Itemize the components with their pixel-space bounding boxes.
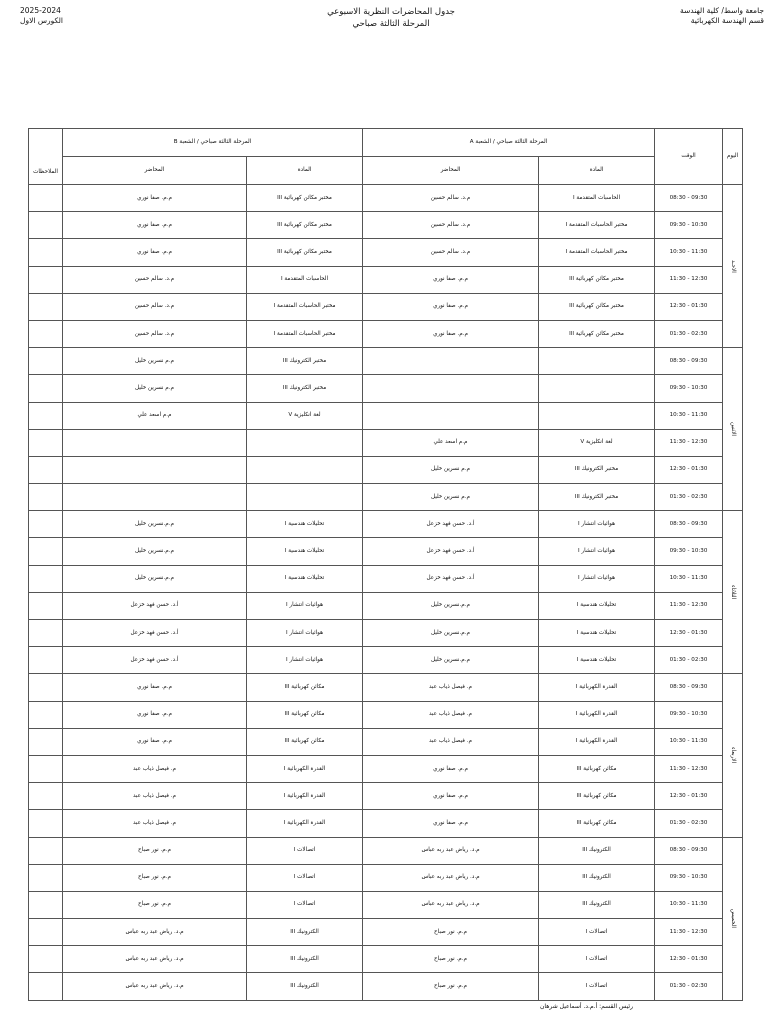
- section-b-subject: مختبر مكائن كهربائية III: [247, 239, 363, 266]
- section-a-lecturer: م.د. سالم حسين: [363, 239, 539, 266]
- section-b-lecturer: م.م نسرين خليل: [63, 375, 247, 402]
- table-row: [29, 320, 743, 347]
- section-b-subject: تحليلات هندسية I: [247, 538, 363, 565]
- notes-cell: [29, 375, 63, 402]
- table-row: [29, 375, 743, 402]
- section-a-lecturer: م.د. رياض عبد ربه عباس: [363, 864, 539, 891]
- section-b-subject: مختبر الحاسبات المتقدمة I: [247, 320, 363, 347]
- section-b-lecturer: أ.د. حسن فهد خزعل: [63, 592, 247, 619]
- section-b-lecturer: م.م. نور صباح: [63, 864, 247, 891]
- section-a-lecturer: م.د. سالم حسين: [363, 185, 539, 212]
- department-name: قسم الهندسة الكهربائية: [690, 16, 764, 25]
- section-a-subject: مختبر الحاسبات المتقدمة I: [539, 239, 655, 266]
- section-a-subject: هوائيات انتشار I: [539, 511, 655, 538]
- notes-cell: [29, 565, 63, 592]
- section-a-lecturer: م. فيصل ذياب عبد: [363, 701, 539, 728]
- notes-cell: [29, 239, 63, 266]
- table-row: [29, 185, 743, 212]
- section-b-header: المرحلة الثالثة صباحي / الشعبة B: [63, 129, 363, 157]
- semester-label: الكورس الاول: [20, 16, 63, 25]
- section-b-subject: مكائن كهربائية III: [247, 701, 363, 728]
- section-b-subject: [247, 484, 363, 511]
- section-a-subject: تحليلات هندسية I: [539, 647, 655, 674]
- notes-column-header: الملاحظات: [29, 129, 63, 185]
- notes-cell: [29, 946, 63, 973]
- section-a-subject: مختبر مكائن كهربائية III: [539, 293, 655, 320]
- slot-time: 09:30 - 10:30: [655, 375, 723, 402]
- notes-cell: [29, 348, 63, 375]
- section-b-subject: [247, 456, 363, 483]
- section-a-lecturer: م.م.نسرين خليل: [363, 647, 539, 674]
- section-a-lecturer: م.م. نور صباح: [363, 919, 539, 946]
- section-b-lecturer: م.د. رياض عبد ربه عباس: [63, 973, 247, 1000]
- section-a-lecturer: م. فيصل ذياب عبد: [363, 728, 539, 755]
- section-a-subject: [539, 348, 655, 375]
- section-b-lecturer: م. فيصل ذياب عبد: [63, 810, 247, 837]
- notes-cell: [29, 484, 63, 511]
- section-a-lecturer: [363, 375, 539, 402]
- table-row: [29, 565, 743, 592]
- table-row: [29, 891, 743, 918]
- section-a-lecturer: [363, 402, 539, 429]
- time-column-header: الوقت: [655, 129, 723, 185]
- section-a-lecturer: م.م. صفا نوري: [363, 293, 539, 320]
- section-a-lecturer: م.م. نور صباح: [363, 973, 539, 1000]
- slot-time: 08:30 - 09:30: [655, 511, 723, 538]
- notes-cell: [29, 592, 63, 619]
- section-a-lecturer: م. فيصل ذياب عبد: [363, 674, 539, 701]
- table-row: [29, 484, 743, 511]
- section-a-lecturer: م.م نسرين خليل: [363, 456, 539, 483]
- table-row: [29, 810, 743, 837]
- slot-time: 09:30 - 10:30: [655, 538, 723, 565]
- table-row: [29, 837, 743, 864]
- section-b-subject: مختبر الكترونيك III: [247, 375, 363, 402]
- section-b-subject: مكائن كهربائية III: [247, 728, 363, 755]
- section-b-subject: القدرة الكهربائية I: [247, 783, 363, 810]
- slot-time: 11:30 - 12:30: [655, 755, 723, 782]
- section-a-subject: القدرة الكهربائية I: [539, 674, 655, 701]
- notes-cell: [29, 783, 63, 810]
- section-b-lecturer: م.م. صفا نوري: [63, 185, 247, 212]
- section-b-subject: هوائيات انتشار I: [247, 647, 363, 674]
- header-term: [20, 6, 63, 26]
- day-column-header: اليوم: [723, 129, 743, 185]
- section-a-subject: الكترونيك III: [539, 864, 655, 891]
- table-row: [29, 239, 743, 266]
- section-b-subject: الكترونيك III: [247, 919, 363, 946]
- section-b-lecturer: م.د. سالم حسين: [63, 266, 247, 293]
- section-a-subject-header: المادة: [539, 157, 655, 185]
- section-a-lecturer: م.م. صفا نوري: [363, 810, 539, 837]
- section-b-lecturer: م.م.نسرين خليل: [63, 511, 247, 538]
- section-b-lecturer: أ.د. حسن فهد خزعل: [63, 647, 247, 674]
- slot-time: 10:30 - 11:30: [655, 891, 723, 918]
- section-b-subject: مختبر مكائن كهربائية III: [247, 185, 363, 212]
- section-b-lecturer: م.م اسعد علي: [63, 402, 247, 429]
- day-name: الاحـد: [723, 185, 743, 348]
- notes-cell: [29, 456, 63, 483]
- university-name: جامعة واسط/ كلية الهندسة: [679, 6, 764, 15]
- section-b-lecturer: م.م. صفا نوري: [63, 674, 247, 701]
- section-b-subject: مكائن كهربائية III: [247, 674, 363, 701]
- notes-cell: [29, 674, 63, 701]
- table-row: [29, 266, 743, 293]
- slot-time: 11:30 - 12:30: [655, 266, 723, 293]
- notes-cell: [29, 212, 63, 239]
- section-b-lecturer: م.م. صفا نوري: [63, 212, 247, 239]
- table-row: [29, 864, 743, 891]
- academic-year: 2025-2024: [20, 6, 61, 15]
- slot-time: 11:30 - 12:30: [655, 429, 723, 456]
- notes-cell: [29, 320, 63, 347]
- section-a-subject: مختبر الحاسبات المتقدمة I: [539, 212, 655, 239]
- section-b-subject: هوائيات انتشار I: [247, 592, 363, 619]
- section-a-lecturer: أ.د. حسن فهد خزعل: [363, 511, 539, 538]
- slot-time: 08:30 - 09:30: [655, 348, 723, 375]
- section-b-lecturer: م.م. نور صباح: [63, 837, 247, 864]
- table-row: [29, 511, 743, 538]
- slot-time: 01:30 - 02:30: [655, 320, 723, 347]
- section-a-subject: القدرة الكهربائية I: [539, 728, 655, 755]
- section-a-subject: الكترونيك III: [539, 891, 655, 918]
- section-b-lecturer: م.د. سالم حسين: [63, 293, 247, 320]
- table-row: [29, 647, 743, 674]
- section-a-subject: لغة انكليزية V: [539, 429, 655, 456]
- table-row: [29, 620, 743, 647]
- slot-time: 01:30 - 02:30: [655, 810, 723, 837]
- section-a-subject: اتصالات I: [539, 919, 655, 946]
- section-a-header: المرحلة الثالثة صباحي / الشعبة A: [363, 129, 655, 157]
- notes-cell: [29, 538, 63, 565]
- section-a-lecturer-header: المحاضر: [363, 157, 539, 185]
- section-b-subject: لغة انكليزية V: [247, 402, 363, 429]
- section-a-subject: [539, 402, 655, 429]
- section-a-lecturer: [363, 348, 539, 375]
- slot-time: 11:30 - 12:30: [655, 592, 723, 619]
- section-b-lecturer: م.م. صفا نوري: [63, 728, 247, 755]
- section-b-lecturer: م.م. صفا نوري: [63, 239, 247, 266]
- section-a-lecturer: م.م نسرين خليل: [363, 484, 539, 511]
- department-head-signature: رئيس القسم: أ.م.د. أسماعيل شرهان: [540, 1003, 633, 1010]
- section-b-lecturer: م. فيصل ذياب عبد: [63, 755, 247, 782]
- day-name: الاربعاء: [723, 674, 743, 837]
- section-b-subject: اتصالات I: [247, 864, 363, 891]
- section-a-subject: هوائيات انتشار I: [539, 565, 655, 592]
- section-b-subject: القدرة الكهربائية I: [247, 810, 363, 837]
- section-a-lecturer: م.م.نسرين خليل: [363, 592, 539, 619]
- section-a-subject: هوائيات انتشار I: [539, 538, 655, 565]
- section-b-subject: تحليلات هندسية I: [247, 511, 363, 538]
- table-row: [29, 919, 743, 946]
- table-row: [29, 348, 743, 375]
- notes-cell: [29, 185, 63, 212]
- section-b-subject: [247, 429, 363, 456]
- section-a-subject: الكترونيك III: [539, 837, 655, 864]
- slot-time: 12:30 - 01:30: [655, 946, 723, 973]
- table-row: [29, 212, 743, 239]
- section-a-subject: تحليلات هندسية I: [539, 620, 655, 647]
- section-a-subject: اتصالات I: [539, 946, 655, 973]
- schedule-table: [28, 128, 743, 1001]
- table-row: [29, 293, 743, 320]
- page-title: جدول المحاضرات النظرية الاسبوعي: [327, 7, 455, 17]
- section-a-subject: القدرة الكهربائية I: [539, 701, 655, 728]
- section-b-subject: الكترونيك III: [247, 973, 363, 1000]
- notes-cell: [29, 620, 63, 647]
- section-b-lecturer: م.م. نور صباح: [63, 891, 247, 918]
- notes-cell: [29, 755, 63, 782]
- notes-cell: [29, 728, 63, 755]
- notes-cell: [29, 864, 63, 891]
- section-b-lecturer: م.م نسرين خليل: [63, 348, 247, 375]
- day-name: الخميس: [723, 837, 743, 1000]
- notes-cell: [29, 837, 63, 864]
- section-b-subject: تحليلات هندسية I: [247, 565, 363, 592]
- table-row: [29, 456, 743, 483]
- section-b-lecturer: م.م.نسرين خليل: [63, 538, 247, 565]
- section-b-subject: اتصالات I: [247, 837, 363, 864]
- section-a-lecturer: أ.د. حسن فهد خزعل: [363, 538, 539, 565]
- slot-time: 12:30 - 01:30: [655, 620, 723, 647]
- section-b-lecturer: م.د. رياض عبد ربه عباس: [63, 946, 247, 973]
- section-b-subject: مختبر الحاسبات المتقدمة I: [247, 293, 363, 320]
- table-row: [29, 701, 743, 728]
- section-b-subject: مختبر مكائن كهربائية III: [247, 212, 363, 239]
- table-row: [29, 429, 743, 456]
- section-a-subject: اتصالات I: [539, 973, 655, 1000]
- section-a-subject: مكائن كهربائية III: [539, 755, 655, 782]
- section-a-lecturer: م.د. رياض عبد ربه عباس: [363, 837, 539, 864]
- table-row: [29, 783, 743, 810]
- section-b-subject: الحاسبات المتقدمة I: [247, 266, 363, 293]
- section-a-subject: مختبر الكترونيك III: [539, 484, 655, 511]
- section-b-lecturer: م.م.نسرين خليل: [63, 565, 247, 592]
- section-a-lecturer: م.د. سالم حسين: [363, 212, 539, 239]
- section-b-lecturer: م. فيصل ذياب عبد: [63, 783, 247, 810]
- slot-time: 09:30 - 10:30: [655, 701, 723, 728]
- notes-cell: [29, 511, 63, 538]
- section-a-lecturer: م.م. صفا نوري: [363, 755, 539, 782]
- section-b-lecturer: أ.د. حسن فهد خزعل: [63, 620, 247, 647]
- table-row: [29, 538, 743, 565]
- section-a-subject: [539, 375, 655, 402]
- section-b-subject: اتصالات I: [247, 891, 363, 918]
- day-name: الثلاثاء: [723, 511, 743, 674]
- section-a-lecturer: م.م. صفا نوري: [363, 783, 539, 810]
- section-b-subject: هوائيات انتشار I: [247, 620, 363, 647]
- table-row: [29, 973, 743, 1000]
- slot-time: 11:30 - 12:30: [655, 919, 723, 946]
- section-a-subject: مختبر الكترونيك III: [539, 456, 655, 483]
- slot-time: 08:30 - 09:30: [655, 185, 723, 212]
- table-row: [29, 592, 743, 619]
- section-a-lecturer: م.م. صفا نوري: [363, 266, 539, 293]
- notes-cell: [29, 919, 63, 946]
- section-b-subject: القدرة الكهربائية I: [247, 755, 363, 782]
- slot-time: 08:30 - 09:30: [655, 837, 723, 864]
- section-b-lecturer: [63, 429, 247, 456]
- slot-time: 12:30 - 01:30: [655, 456, 723, 483]
- slot-time: 09:30 - 10:30: [655, 864, 723, 891]
- slot-time: 08:30 - 09:30: [655, 674, 723, 701]
- section-a-subject: تحليلات هندسية I: [539, 592, 655, 619]
- section-b-subject: الكترونيك III: [247, 946, 363, 973]
- section-a-subject: مكائن كهربائية III: [539, 783, 655, 810]
- section-a-subject: مختبر مكائن كهربائية III: [539, 266, 655, 293]
- table-row: [29, 755, 743, 782]
- slot-time: 10:30 - 11:30: [655, 728, 723, 755]
- notes-cell: [29, 293, 63, 320]
- section-a-subject: مكائن كهربائية III: [539, 810, 655, 837]
- page-subtitle: المرحلة الثالثة صباحي: [352, 19, 430, 29]
- section-a-lecturer: م.م.نسرين خليل: [363, 620, 539, 647]
- notes-cell: [29, 647, 63, 674]
- table-row: [29, 946, 743, 973]
- slot-time: 12:30 - 01:30: [655, 783, 723, 810]
- section-b-lecturer: [63, 484, 247, 511]
- notes-cell: [29, 266, 63, 293]
- notes-cell: [29, 810, 63, 837]
- table-row: [29, 674, 743, 701]
- notes-cell: [29, 973, 63, 1000]
- slot-time: 10:30 - 11:30: [655, 565, 723, 592]
- table-row: [29, 402, 743, 429]
- section-b-lecturer: م.د. رياض عبد ربه عباس: [63, 919, 247, 946]
- section-b-subject-header: المادة: [247, 157, 363, 185]
- section-a-subject: مختبر مكائن كهربائية III: [539, 320, 655, 347]
- section-a-lecturer: م.د. رياض عبد ربه عباس: [363, 891, 539, 918]
- slot-time: 09:30 - 10:30: [655, 212, 723, 239]
- section-b-lecturer: م.د. سالم حسين: [63, 320, 247, 347]
- section-b-lecturer-header: المحاضر: [63, 157, 247, 185]
- slot-time: 10:30 - 11:30: [655, 402, 723, 429]
- day-name: الاثنين: [723, 348, 743, 511]
- notes-cell: [29, 429, 63, 456]
- section-a-lecturer: م.م اسعد علي: [363, 429, 539, 456]
- section-b-lecturer: [63, 456, 247, 483]
- slot-time: 12:30 - 01:30: [655, 293, 723, 320]
- notes-cell: [29, 701, 63, 728]
- section-b-subject: مختبر الكترونيك III: [247, 348, 363, 375]
- header-title-block: [0, 6, 782, 30]
- slot-time: 01:30 - 02:30: [655, 647, 723, 674]
- section-a-lecturer: م.م. صفا نوري: [363, 320, 539, 347]
- section-a-lecturer: م.م. نور صباح: [363, 946, 539, 973]
- slot-time: 01:30 - 02:30: [655, 973, 723, 1000]
- section-a-lecturer: أ.د. حسن فهد خزعل: [363, 565, 539, 592]
- slot-time: 10:30 - 11:30: [655, 239, 723, 266]
- section-a-subject: الحاسبات المتقدمة I: [539, 185, 655, 212]
- notes-cell: [29, 891, 63, 918]
- section-b-lecturer: م.م. صفا نوري: [63, 701, 247, 728]
- notes-cell: [29, 402, 63, 429]
- table-row: [29, 728, 743, 755]
- slot-time: 01:30 - 02:30: [655, 484, 723, 511]
